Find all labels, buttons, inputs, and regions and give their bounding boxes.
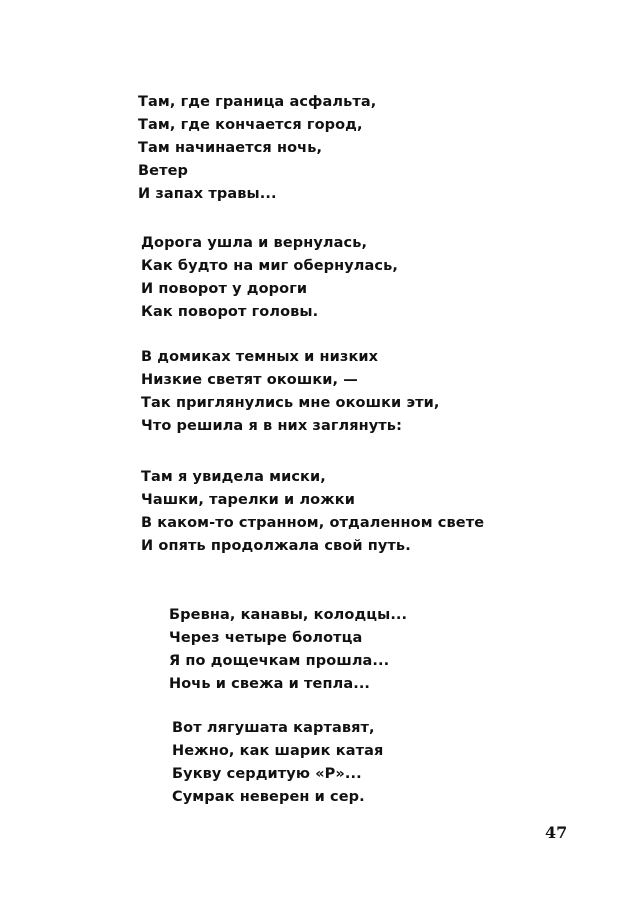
poem-line: Чашки, тарелки и ложки bbox=[141, 492, 355, 508]
stanza-3 bbox=[141, 346, 440, 438]
poem-line: В каком-то странном, отдаленном свете bbox=[141, 515, 485, 531]
poem-line: Вот лягушата картавят, bbox=[172, 720, 375, 736]
poem-line: Букву сердитую «Р»... bbox=[172, 766, 362, 782]
poem-line: И поворот у дороги bbox=[141, 281, 308, 297]
poem-line: Так приглянулись мне окошки эти, bbox=[141, 395, 440, 411]
stanza-4 bbox=[141, 466, 484, 558]
poem-line: Через четыре болотца bbox=[169, 630, 363, 646]
poem-line: В домиках темных и низких bbox=[141, 349, 379, 365]
poem-line: Я по дощечкам прошла... bbox=[169, 653, 390, 669]
poem-line: Там начинается ночь, bbox=[138, 140, 323, 156]
poem-line: Ночь и свежа и тепла... bbox=[169, 676, 371, 692]
poem-line: Там я увидела миски, bbox=[141, 469, 326, 485]
stanza-5 bbox=[169, 604, 407, 696]
poem-line: И запах травы... bbox=[138, 186, 277, 202]
poem-line: Там, где граница асфальта, bbox=[138, 94, 377, 110]
poem-line: Ветер bbox=[138, 163, 189, 179]
poem-line: И опять продолжала свой путь. bbox=[141, 538, 411, 554]
stanza-6 bbox=[172, 717, 383, 809]
poem-line: Сумрак неверен и сер. bbox=[172, 789, 365, 805]
stanza-2 bbox=[141, 232, 398, 324]
page-number: 47 bbox=[545, 823, 568, 842]
poem-line: Как будто на миг обернулась, bbox=[141, 258, 398, 274]
poem-line: Там, где кончается город, bbox=[138, 117, 363, 133]
poem-line: Нежно, как шарик катая bbox=[172, 743, 384, 759]
poem-line: Бревна, канавы, колодцы... bbox=[169, 607, 408, 623]
poem-line: Как поворот головы. bbox=[141, 304, 319, 320]
stanza-1 bbox=[138, 91, 376, 206]
poem-line: Что решила я в них заглянуть: bbox=[141, 418, 402, 434]
poem-line: Низкие светят окошки, — bbox=[141, 372, 358, 388]
poem-line: Дорога ушла и вернулась, bbox=[141, 235, 368, 251]
